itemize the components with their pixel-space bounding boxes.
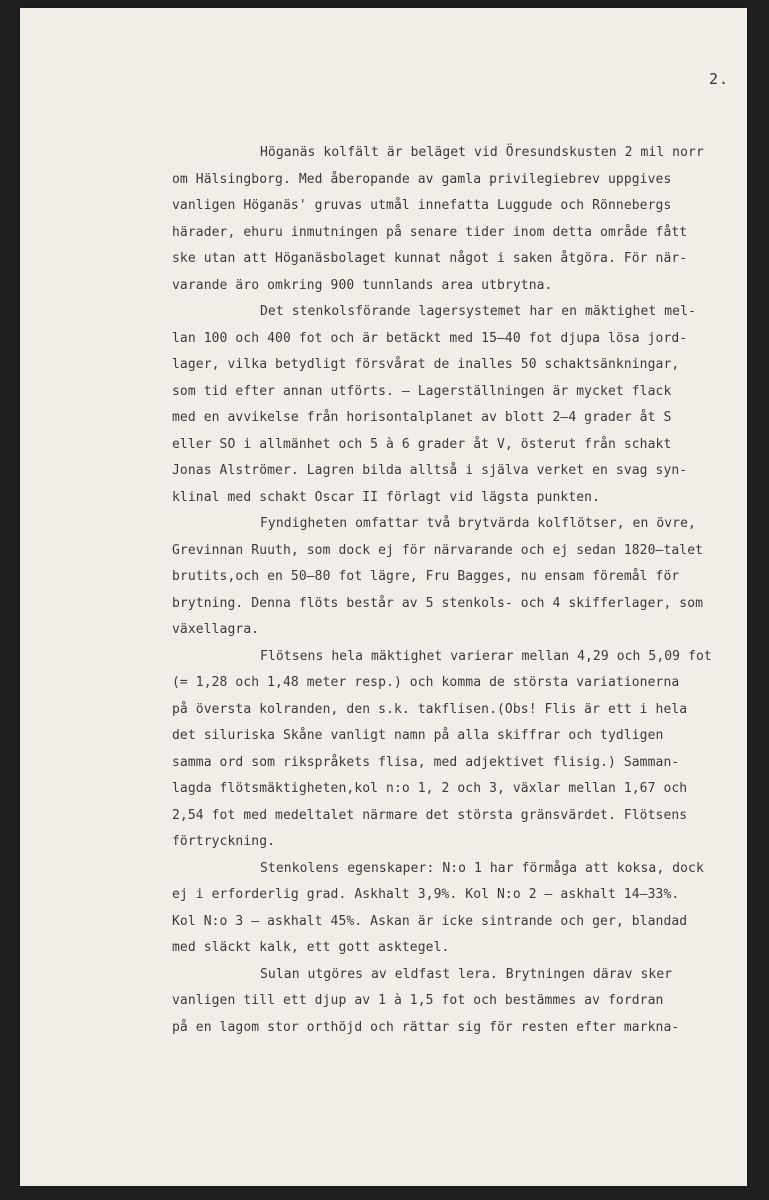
- text-line: brutits,och en 50–80 fot lägre, Fru Bagges, nu ensam föremål för: [172, 569, 680, 584]
- text-line: med släckt kalk, ett gott asktegel.: [172, 940, 450, 955]
- text-line: varande äro omkring 900 tunnlands area utbrytna.: [172, 277, 553, 293]
- text-line: härader, ehuru inmutningen på senare tider inom detta område fått: [172, 224, 688, 240]
- text-line: Fyndigheten omfattar två brytvärda kolflötser, en övre,: [260, 516, 696, 531]
- text-line: om Hälsingborg. Med åberopande av gamla privilegiebrev uppgives: [172, 171, 672, 187]
- text-line: Flötsens hela mäktighet varierar mellan 4,29 och 5,09 fot: [260, 648, 712, 664]
- text-line: lagda flötsmäktigheten,kol n:o 1, 2 och 3, växlar mellan 1,67 och: [172, 781, 688, 796]
- text-line: eller SO i allmänhet och 5 à 6 grader åt V, österut från schakt: [172, 436, 672, 452]
- text-line: lager, vilka betydligt försvårat de inalles 50 schaktsänkningar,: [172, 357, 680, 372]
- text-line: lan 100 och 400 fot och är betäckt med 15–40 fot djupa lösa jord-: [172, 330, 688, 346]
- text-line: Kol N:o 3 – askhalt 45%. Askan är icke sintrande och ger, blandad: [172, 913, 688, 929]
- text-line: vanligen till ett djup av 1 à 1,5 fot och bestämmes av fordran: [172, 993, 664, 1008]
- text-line: Det stenkolsförande lagersystemet har en mäktighet mel-: [260, 304, 696, 319]
- text-line: ej i erforderlig grad. Askhalt 3,9%. Kol N:o 2 – askhalt 14–33%.: [172, 887, 680, 902]
- text-line: det siluriska Skåne vanligt namn på alla skiffrar och tydligen: [172, 728, 664, 743]
- text-line: Sulan utgöres av eldfast lera. Brytningen därav sker: [260, 966, 673, 982]
- page-number: 2.: [709, 70, 730, 88]
- typed-text-block: [172, 140, 732, 1041]
- text-line: vanligen Höganäs' gruvas utmål innefatta Luggude och Rönnebergs: [172, 198, 672, 213]
- text-line: klinal med schakt Oscar II förlagt vid lägsta punkten.: [172, 489, 601, 505]
- text-line: förtryckning.: [172, 834, 276, 849]
- text-line: med en avvikelse från horisontalplanet av blott 2–4 grader åt S: [172, 410, 672, 425]
- text-line: på en lagom stor orthöjd och rättar sig för resten efter markna-: [172, 1019, 680, 1035]
- text-line: växellagra.: [172, 622, 260, 637]
- text-line: brytning. Denna flöts består av 5 stenkols- och 4 skifferlager, som: [172, 595, 704, 611]
- text-line: 2,54 fot med medeltalet närmare det största gränsvärdet. Flötsens: [172, 807, 688, 823]
- text-line: ske utan att Höganäsbolaget kunnat något i saken åtgöra. För när-: [172, 251, 688, 266]
- text-line: (= 1,28 och 1,48 meter resp.) och komma de största variationerna: [172, 675, 680, 690]
- text-line: Jonas Alströmer. Lagren bilda alltså i själva verket en svag syn-: [172, 463, 688, 478]
- text-line: på översta kolranden, den s.k. takflisen.(Obs! Flis är ett i hela: [172, 701, 688, 717]
- text-line: samma ord som rikspråkets flisa, med adjektivet flisig.) Samman-: [172, 754, 680, 770]
- text-line: Höganäs kolfält är beläget vid Öresundskusten 2 mil norr: [260, 145, 704, 160]
- text-line: som tid efter annan utförts. – Lagerställningen är mycket flack: [172, 383, 672, 399]
- text-line: Stenkolens egenskaper: N:o 1 har förmåga att koksa, dock: [260, 860, 704, 876]
- text-line: Grevinnan Ruuth, som dock ej för närvarande och ej sedan 1820–talet: [172, 542, 704, 558]
